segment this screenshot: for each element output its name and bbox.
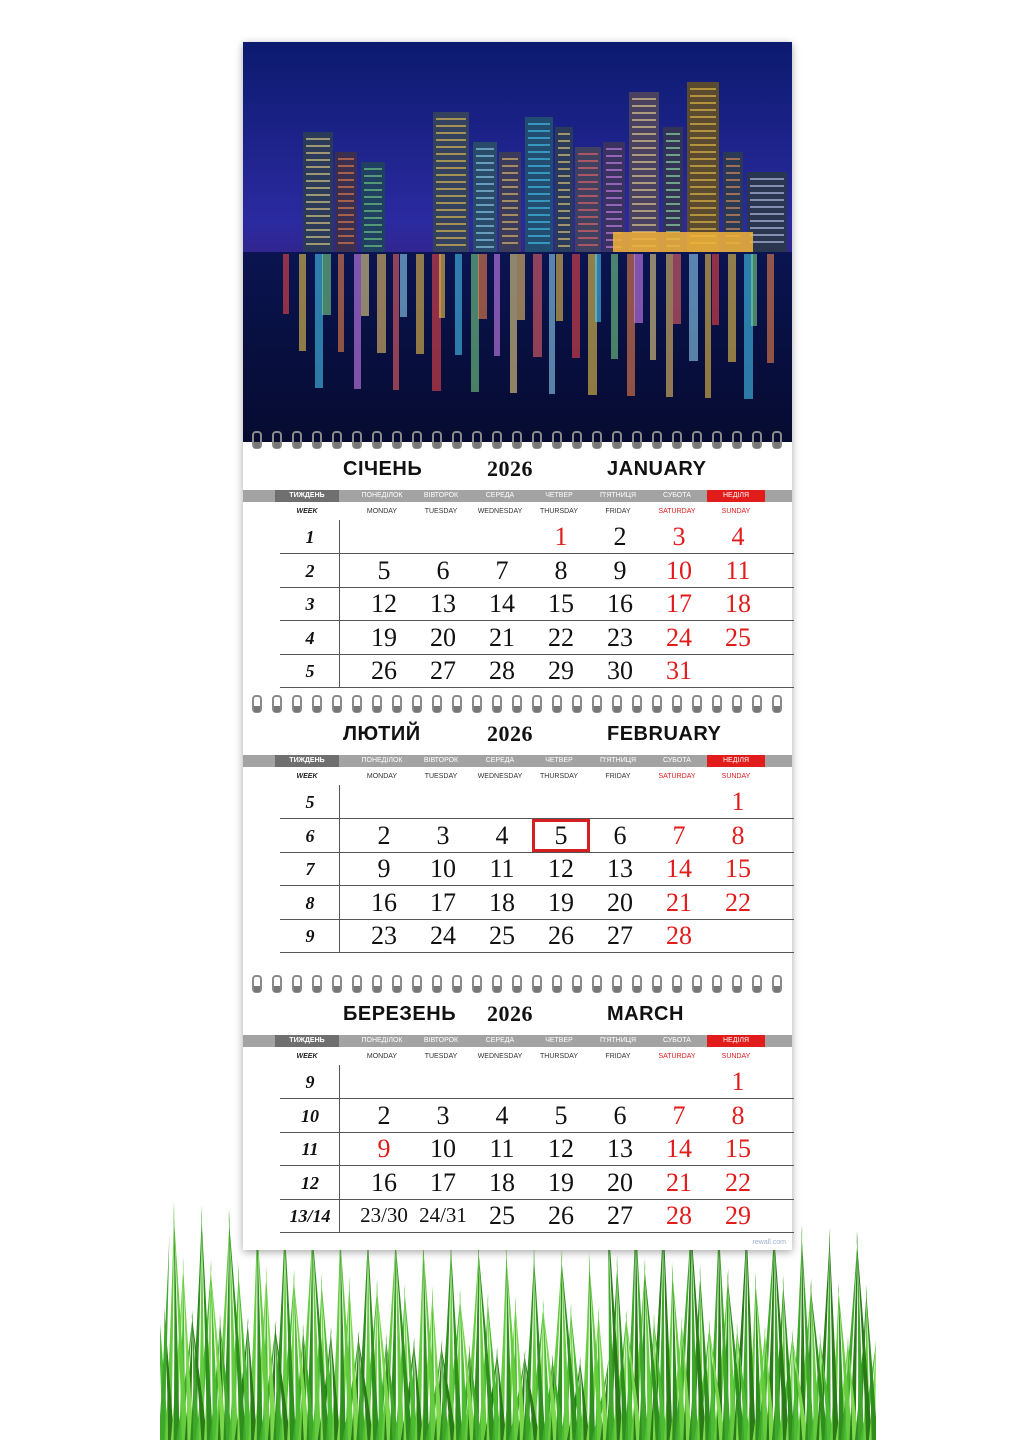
- date-cell: 26: [548, 1201, 574, 1231]
- date-cell: 8: [731, 820, 745, 850]
- weekday-label-ua: ЧЕТВЕР: [545, 757, 573, 764]
- date-cell: 20: [607, 887, 633, 917]
- week-number: 4: [305, 627, 315, 648]
- week-number: 6: [305, 825, 315, 846]
- date-cell: 6: [436, 555, 450, 585]
- date-cell: 20: [430, 622, 456, 652]
- date-cell: 12: [548, 1134, 574, 1164]
- date-cell: 11: [489, 1134, 515, 1164]
- date-cell: 7: [495, 555, 509, 585]
- date-cell: 7: [672, 1100, 686, 1130]
- date-cell: 23/30: [360, 1203, 408, 1228]
- date-cell: 2: [377, 820, 391, 850]
- weekday-label-ua: ПОНЕДІЛОК: [361, 757, 403, 764]
- date-cell: 2: [377, 1100, 391, 1130]
- date-cell: 27: [430, 656, 456, 686]
- month-title-en: JANUARY: [607, 458, 707, 480]
- weekday-label-ua: П'ЯТНИЦЯ: [599, 757, 637, 764]
- month-title-ua: БЕРЕЗЕНЬ: [343, 1003, 457, 1025]
- date-cell: 29: [725, 1201, 751, 1231]
- weekday-label-ua: ПОНЕДІЛОК: [361, 492, 403, 499]
- date-cell: 1: [554, 522, 568, 551]
- date-cell: 30: [607, 656, 633, 686]
- week-number: 8: [305, 892, 315, 913]
- date-cell: 28: [666, 921, 692, 951]
- date-cell: 5: [377, 555, 391, 585]
- month-year: 2026: [487, 721, 533, 746]
- date-cell: 25: [489, 921, 515, 951]
- month-year: 2026: [487, 456, 533, 481]
- date-cell: 28: [489, 656, 515, 686]
- weekday-label-ua: НЕДІЛЯ: [707, 1035, 765, 1047]
- date-cell: 22: [725, 887, 751, 917]
- weekday-label-en: SUNDAY: [721, 508, 751, 515]
- month-title-en: FEBRUARY: [607, 723, 722, 745]
- month-header: [243, 717, 792, 751]
- date-cell: 16: [371, 1167, 397, 1197]
- date-cell: 12: [371, 589, 397, 619]
- weekday-label-en: TUESDAY: [424, 508, 458, 515]
- week-row: [280, 1099, 794, 1133]
- date-cell: 6: [613, 820, 627, 850]
- date-cell: 21: [666, 887, 692, 917]
- weekday-label-en: TUESDAY: [424, 1053, 458, 1060]
- weekday-label-en: MONDAY: [366, 773, 398, 780]
- date-cell: 24: [430, 921, 456, 951]
- date-cell: 24/31: [419, 1203, 467, 1228]
- date-cell: 9: [377, 854, 391, 884]
- spiral-binding: [243, 428, 792, 450]
- date-cell: 14: [666, 1134, 692, 1164]
- week-label-ua: ТИЖДЕНЬ: [275, 755, 339, 767]
- weekday-label-en: SATURDAY: [658, 1053, 696, 1060]
- date-cell: 25: [489, 1201, 515, 1231]
- date-cell: 13: [430, 589, 456, 619]
- date-cell: 26: [371, 656, 397, 686]
- date-cell: 19: [371, 622, 397, 652]
- weekday-label-en: SUNDAY: [721, 1053, 751, 1060]
- date-cell: 27: [607, 1201, 633, 1231]
- date-cell: 3: [672, 522, 686, 551]
- weekday-label-en: THURSDAY: [540, 1053, 578, 1060]
- date-cell: 29: [548, 656, 574, 686]
- date-cell: 19: [548, 1167, 574, 1197]
- photo-credit: rewall.com: [752, 1239, 786, 1246]
- date-cell: 11: [489, 854, 515, 884]
- date-cell: 3: [436, 1100, 450, 1130]
- week-number: 13/14: [289, 1206, 331, 1227]
- weekday-en-row: [243, 504, 792, 518]
- weekday-label-ua: СУБОТА: [663, 757, 691, 764]
- date-cell: 20: [607, 1167, 633, 1197]
- date-cell: 28: [666, 1201, 692, 1231]
- date-cell: 15: [548, 589, 574, 619]
- weekday-label-ua: ЧЕТВЕР: [545, 1037, 573, 1044]
- weekday-label-en: WEDNESDAY: [477, 773, 523, 780]
- date-cell: 26: [548, 921, 574, 951]
- week-row: [280, 886, 794, 920]
- weekday-label-en: WEDNESDAY: [477, 508, 523, 515]
- date-cell: 10: [430, 1134, 456, 1164]
- date-cell: 10: [430, 854, 456, 884]
- week-number: 1: [305, 527, 315, 547]
- wall-calendar: [243, 42, 792, 1250]
- weekday-label-en: SATURDAY: [658, 508, 696, 515]
- week-label-ua: ТИЖДЕНЬ: [275, 1035, 339, 1047]
- week-row: [280, 919, 794, 953]
- week-number: 2: [305, 560, 315, 581]
- weekday-label-ua: ВІВТОРОК: [423, 757, 459, 764]
- month-header: [243, 997, 792, 1031]
- weekday-bar: [243, 755, 792, 767]
- spiral-binding: [243, 972, 792, 994]
- date-cell: 6: [613, 1100, 627, 1130]
- weekday-label-ua: СУБОТА: [663, 1037, 691, 1044]
- weekday-label-ua: СЕРЕДА: [485, 492, 515, 499]
- weekday-label-en: MONDAY: [366, 508, 398, 515]
- date-cell: 1: [731, 1067, 745, 1096]
- week-number: 5: [305, 792, 315, 812]
- date-cell: 13: [607, 1134, 633, 1164]
- week-number: 9: [305, 1072, 315, 1092]
- week-row: [280, 1132, 794, 1166]
- week-number: 12: [301, 1172, 319, 1193]
- date-cell: 22: [725, 1167, 751, 1197]
- date-cell: 21: [489, 622, 515, 652]
- week-label-en: WEEK: [296, 1053, 318, 1060]
- date-cell: 23: [371, 921, 397, 951]
- date-cell: 17: [666, 589, 692, 619]
- week-row: [280, 520, 794, 554]
- date-cell: 15: [725, 854, 751, 884]
- date-cell: 5: [554, 1100, 568, 1130]
- today-date-cell: 5: [532, 819, 590, 852]
- week-number: 10: [301, 1105, 319, 1126]
- date-cell: 14: [489, 589, 515, 619]
- spiral-binding: [243, 692, 792, 714]
- date-cell: 3: [436, 820, 450, 850]
- week-row: [280, 819, 794, 853]
- date-cell: 18: [489, 1167, 515, 1197]
- date-cell: 27: [607, 921, 633, 951]
- weekday-label-en: SUNDAY: [721, 773, 751, 780]
- date-cell: 18: [725, 589, 751, 619]
- week-number: 11: [301, 1139, 319, 1160]
- date-cell: 9: [613, 555, 627, 585]
- weekday-label-en: WEDNESDAY: [477, 1053, 523, 1060]
- date-cell: 15: [725, 1134, 751, 1164]
- month-title-ua: СІЧЕНЬ: [343, 458, 423, 480]
- weekday-label-en: FRIDAY: [605, 1053, 631, 1060]
- date-cell: 10: [666, 555, 692, 585]
- date-cell: 23: [607, 622, 633, 652]
- city-night-photo: [243, 42, 792, 442]
- date-cell: 4: [495, 820, 509, 850]
- weekday-label-en: FRIDAY: [605, 508, 631, 515]
- weekday-label-en: FRIDAY: [605, 773, 631, 780]
- date-cell: 1: [731, 787, 745, 816]
- week-label-en: WEEK: [296, 773, 318, 780]
- date-cell: 8: [554, 555, 568, 585]
- week-row: [280, 1199, 794, 1233]
- weekday-bar: [243, 490, 792, 502]
- weekday-en-row: [243, 1049, 792, 1063]
- week-number: 5: [305, 661, 315, 682]
- date-cell: 17: [430, 887, 456, 917]
- weekday-en-row: [243, 769, 792, 783]
- date-cell: 17: [430, 1167, 456, 1197]
- date-cell: 16: [607, 589, 633, 619]
- weekday-label-en: SATURDAY: [658, 773, 696, 780]
- week-label-en: WEEK: [296, 508, 318, 515]
- week-row: [280, 654, 794, 688]
- weekday-label-ua: СЕРЕДА: [485, 757, 515, 764]
- weekday-bar: [243, 1035, 792, 1047]
- weekday-label-ua: ПОНЕДІЛОК: [361, 1037, 403, 1044]
- week-row: [280, 621, 794, 655]
- date-cell: 13: [607, 854, 633, 884]
- week-row: [280, 852, 794, 886]
- week-number: 9: [305, 926, 315, 947]
- weekday-label-ua: СЕРЕДА: [485, 1037, 515, 1044]
- month-title-en: MARCH: [607, 1003, 684, 1025]
- date-cell: 21: [666, 1167, 692, 1197]
- week-row: [280, 1166, 794, 1200]
- date-cell: 7: [672, 820, 686, 850]
- weekday-label-en: THURSDAY: [540, 773, 578, 780]
- week-number: 7: [305, 859, 315, 880]
- date-cell: 12: [548, 854, 574, 884]
- date-cell: 22: [548, 622, 574, 652]
- date-cell: 2: [613, 522, 627, 551]
- weekday-label-ua: П'ЯТНИЦЯ: [599, 492, 637, 499]
- date-cell: 18: [489, 887, 515, 917]
- date-cell: 31: [666, 656, 692, 686]
- weekday-label-ua: НЕДІЛЯ: [707, 490, 765, 502]
- date-cell: 16: [371, 887, 397, 917]
- weekday-label-ua: НЕДІЛЯ: [707, 755, 765, 767]
- date-cell: 9: [377, 1134, 391, 1164]
- weekday-label-ua: ВІВТОРОК: [423, 492, 459, 499]
- weekday-label-ua: П'ЯТНИЦЯ: [599, 1037, 637, 1044]
- weekday-label-en: MONDAY: [366, 1053, 398, 1060]
- weekday-label-en: TUESDAY: [424, 773, 458, 780]
- date-cell: 24: [666, 622, 692, 652]
- weekday-label-ua: ВІВТОРОК: [423, 1037, 459, 1044]
- date-cell: 14: [666, 854, 692, 884]
- week-row: [280, 1065, 794, 1099]
- week-label-ua: ТИЖДЕНЬ: [275, 490, 339, 502]
- month-year: 2026: [487, 1001, 533, 1026]
- month-title-ua: ЛЮТИЙ: [343, 723, 421, 745]
- date-cell: 25: [725, 622, 751, 652]
- weekday-label-en: THURSDAY: [540, 508, 578, 515]
- date-cell: 19: [548, 887, 574, 917]
- date-cell: 8: [731, 1100, 745, 1130]
- month-header: [243, 452, 792, 486]
- week-number: 3: [305, 594, 315, 615]
- date-cell: 4: [731, 522, 745, 551]
- date-cell: 4: [495, 1100, 509, 1130]
- week-row: [280, 587, 794, 621]
- week-row: [280, 785, 794, 819]
- week-row: [280, 554, 794, 588]
- weekday-label-ua: СУБОТА: [663, 492, 691, 499]
- date-cell: 11: [725, 555, 751, 585]
- weekday-label-ua: ЧЕТВЕР: [545, 492, 573, 499]
